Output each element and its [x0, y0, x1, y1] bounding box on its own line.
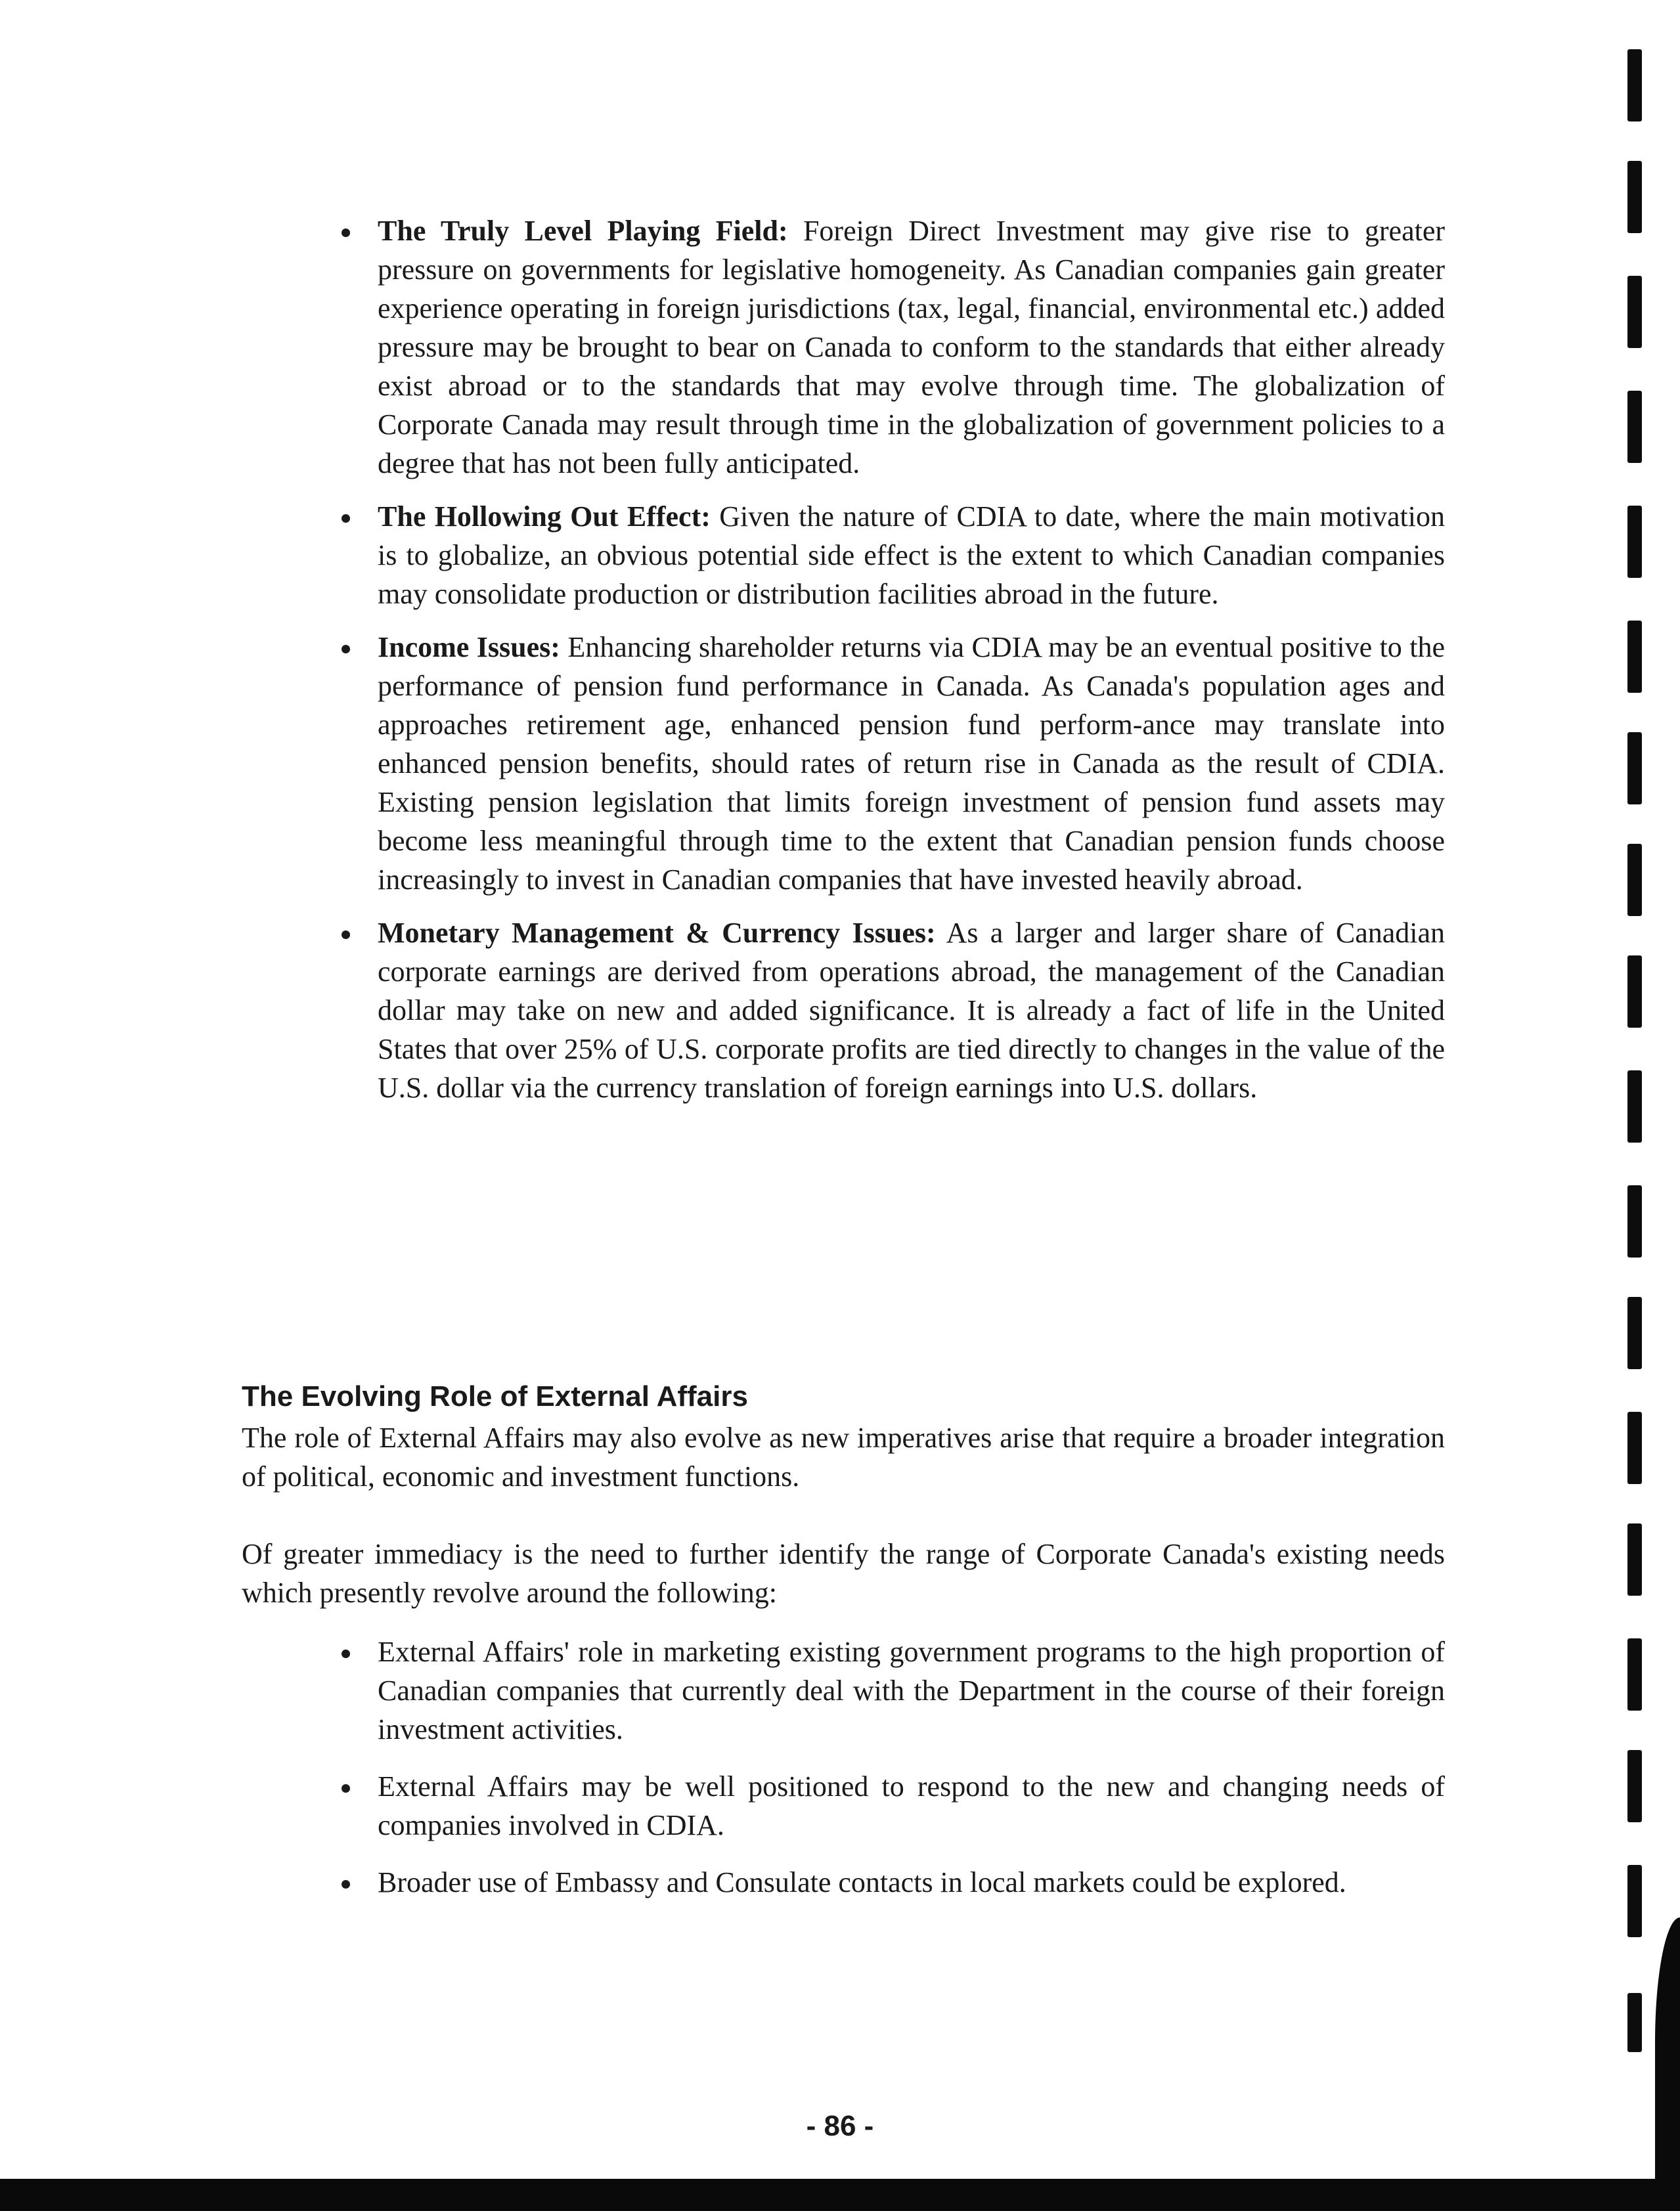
bullet-icon — [342, 1650, 350, 1658]
issues-list — [342, 211, 1445, 1107]
binding-mark — [1627, 506, 1642, 578]
list-item — [342, 1767, 1445, 1845]
binding-mark — [1627, 1865, 1642, 1937]
binding-mark — [1627, 161, 1642, 233]
bullet-text: Broader use of Embassy and Consulate contacts in local markets could be explored. — [378, 1866, 1346, 1898]
binding-mark — [1627, 1638, 1642, 1711]
needs-list — [342, 1632, 1445, 1902]
list-item — [342, 628, 1445, 899]
bullet-icon — [342, 930, 350, 939]
section-paragraph: Of greater immediacy is the need to further identify the range of Corporate Canada's existing needs which presently revolve around the following: — [242, 1538, 1445, 1609]
bullet-text: External Affairs' role in marketing existing government programs to the high proportion of Canadian companies that currently deal with the Department in the course of their foreign investment activities. — [378, 1636, 1445, 1745]
bullet-title: The Truly Level Playing Field: — [378, 215, 788, 247]
list-item — [342, 497, 1445, 613]
list-item — [342, 1632, 1445, 1749]
binding-mark — [1627, 276, 1642, 348]
bullet-icon — [342, 229, 350, 237]
section-heading: The Evolving Role of External Affairs — [242, 1380, 748, 1412]
binding-mark — [1627, 1185, 1642, 1258]
binding-mark — [1627, 1297, 1642, 1369]
bullet-text: Enhancing shareholder returns via CDIA may be an eventual positive to the performance of pension fund performance in Canada. As Canada's population ages and approaches retirement age, enhanced pension fund perform-ance may translate into enhanced pension benefits, should rates of return rise in Canada as the result of CDIA. Existing pension legislation that limits foreign investment of pension fund assets may become less meaningful through time to the extent that Canadian pension funds choose increasingly to invest in Canadian companies that have invested heavily abroad. — [378, 631, 1445, 896]
binding-mark — [1627, 1412, 1642, 1484]
bullet-title: Income Issues: — [378, 631, 560, 663]
binding-mark — [1627, 391, 1642, 463]
binding-mark — [1627, 49, 1642, 121]
bullet-text: Given the nature of CDIA to date, where the main motivation is to globalize, an obvious potential side effect is the extent to which Canadian companies may consolidate production or distribution facilities abroad in the future. — [378, 500, 1446, 610]
binding-mark — [1627, 844, 1642, 916]
page-edge-shadow — [0, 2179, 1680, 2211]
bullet-text: As a larger and larger share of Canadian corporate earnings are derived from operations abroad, the management of the Canadian dollar may take on new and added significance. It is already a fact of life in the United States that over 25% of U.S. corporate profits are tied directly to changes in the value of the U.S. dollar via the currency translation of foreign earnings into U.S. dollars. — [378, 917, 1446, 1104]
bullet-text: External Affairs may be well positioned to respond to the new and changing needs of companies involved in CDIA. — [378, 1770, 1445, 1841]
section-paragraph: The role of External Affairs may also evolve as new imperatives arise that require a broader integration of political, economic and investment functions. — [242, 1422, 1445, 1493]
bullet-icon — [342, 645, 350, 653]
list-item — [342, 211, 1445, 483]
binding-mark — [1627, 1993, 1642, 2052]
binding-mark — [1627, 1523, 1642, 1596]
bullet-text: Foreign Direct Investment may give rise to greater pressure on governments for legislative homogeneity. As Canadian companies gain greater experience operating in foreign jurisdictions (tax, legal, financial, environmental etc.) added pressure may be brought to bear on Canada to conform to the standards that either already exist abroad or to the standards that may evolve through time. The globalization of Corporate Canada may result through time in the globalization of government policies to a degree that has not been fully anticipated. — [378, 215, 1446, 479]
binding-mark — [1627, 1070, 1642, 1143]
bullet-icon — [342, 1880, 350, 1889]
list-item — [342, 913, 1445, 1107]
binding-mark — [1627, 621, 1642, 693]
bullet-icon — [342, 1784, 350, 1793]
page-number: - 86 - — [806, 2110, 874, 2142]
bullet-icon — [342, 514, 350, 523]
binding-mark — [1627, 1750, 1642, 1822]
binding-mark — [1627, 732, 1642, 804]
binding-mark — [1627, 955, 1642, 1028]
bullet-title: Monetary Management & Currency Issues: — [378, 917, 936, 949]
list-item — [342, 1863, 1445, 1902]
bullet-title: The Hollowing Out Effect: — [378, 500, 711, 533]
